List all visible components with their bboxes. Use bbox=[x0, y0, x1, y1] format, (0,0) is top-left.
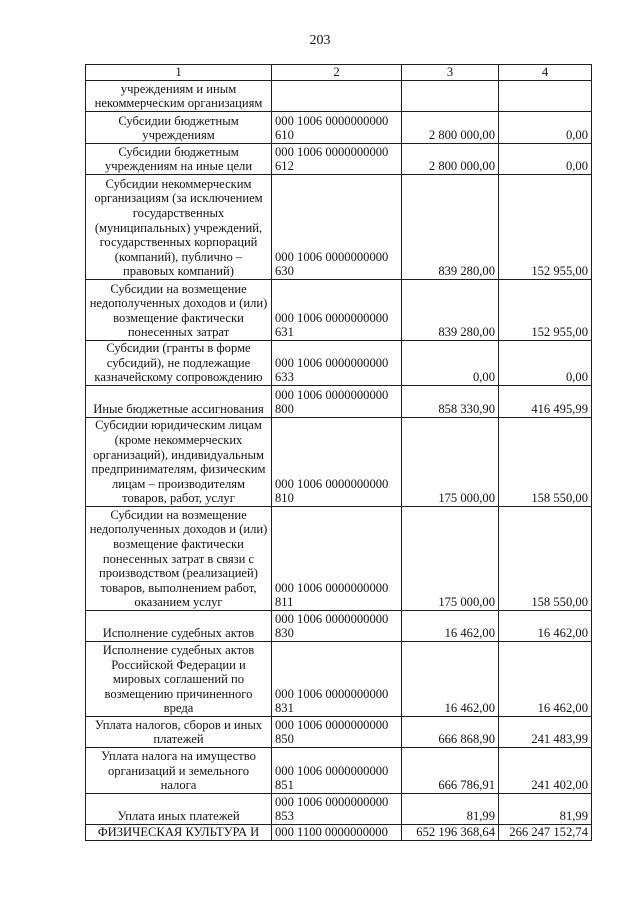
row-value-3: 16 462,00 bbox=[402, 642, 499, 717]
row-code: 000 1006 0000000000 630 bbox=[272, 175, 402, 280]
row-value-3 bbox=[402, 81, 499, 112]
column-header-4: 4 bbox=[499, 65, 592, 81]
row-value-4: 81,99 bbox=[499, 794, 592, 825]
row-code: 000 1006 0000000000 631 bbox=[272, 280, 402, 341]
row-code: 000 1006 0000000000 800 bbox=[272, 386, 402, 418]
row-name: Уплата налога на имущество организаций и земельного налога bbox=[86, 748, 272, 794]
table-row bbox=[86, 717, 592, 748]
row-code: 000 1006 0000000000 810 bbox=[272, 418, 402, 507]
row-name: Субсидии некоммерческим организациям (за исключением государственных (муниципальных) учреждений, государственных корпораций (компаний), публично – правовых компаний) bbox=[86, 175, 272, 280]
row-value-4: 16 462,00 bbox=[499, 611, 592, 642]
row-name: ФИЗИЧЕСКАЯ КУЛЬТУРА И bbox=[86, 825, 272, 841]
row-code: 000 1006 0000000000 853 bbox=[272, 794, 402, 825]
row-value-3: 839 280,00 bbox=[402, 280, 499, 341]
row-code bbox=[272, 81, 402, 112]
row-name: Исполнение судебных актов Российской Федерации и мировых соглашений по возмещению причиненного вреда bbox=[86, 642, 272, 717]
row-value-3: 16 462,00 bbox=[402, 611, 499, 642]
row-value-4 bbox=[499, 81, 592, 112]
row-name: Субсидии на возмещение недополученных доходов и (или) возмещение фактически понесенных затрат bbox=[86, 280, 272, 341]
row-code: 000 1006 0000000000 850 bbox=[272, 717, 402, 748]
row-value-3: 0,00 bbox=[402, 341, 499, 386]
row-code: 000 1006 0000000000 633 bbox=[272, 341, 402, 386]
row-name: Уплата налогов, сборов и иных платежей bbox=[86, 717, 272, 748]
row-value-3: 81,99 bbox=[402, 794, 499, 825]
row-value-4: 0,00 bbox=[499, 341, 592, 386]
table-row bbox=[86, 341, 592, 386]
row-value-4: 0,00 bbox=[499, 144, 592, 175]
row-value-4: 0,00 bbox=[499, 112, 592, 144]
row-code: 000 1006 0000000000 831 bbox=[272, 642, 402, 717]
row-name: учреждениям и иным некоммерческим организациям bbox=[86, 81, 272, 112]
table-row bbox=[86, 507, 592, 611]
row-value-4: 152 955,00 bbox=[499, 175, 592, 280]
row-code: 000 1100 0000000000 bbox=[272, 825, 402, 841]
row-code: 000 1006 0000000000 830 bbox=[272, 611, 402, 642]
row-value-3: 2 800 000,00 bbox=[402, 144, 499, 175]
row-value-3: 666 868,90 bbox=[402, 717, 499, 748]
table-row bbox=[86, 748, 592, 794]
row-value-3: 175 000,00 bbox=[402, 507, 499, 611]
row-value-3: 652 196 368,64 bbox=[402, 825, 499, 841]
row-value-4: 416 495,99 bbox=[499, 386, 592, 418]
row-value-4: 158 550,00 bbox=[499, 418, 592, 507]
row-value-3: 858 330,90 bbox=[402, 386, 499, 418]
row-name: Субсидии юридическим лицам (кроме некоммерческих организаций), индивидуальным предпринимателям, физическим лицам – производителям товаров, работ, услуг bbox=[86, 418, 272, 507]
table-row bbox=[86, 642, 592, 717]
row-value-3: 666 786,91 bbox=[402, 748, 499, 794]
table-row bbox=[86, 175, 592, 280]
row-name: Иные бюджетные ассигнования bbox=[86, 386, 272, 418]
table-row bbox=[86, 280, 592, 341]
column-header-2: 2 bbox=[272, 65, 402, 81]
row-value-4: 152 955,00 bbox=[499, 280, 592, 341]
table-row bbox=[86, 81, 592, 112]
page-number: 203 bbox=[309, 33, 331, 48]
column-header-3: 3 bbox=[402, 65, 499, 81]
table-row bbox=[86, 144, 592, 175]
column-header-1: 1 bbox=[86, 65, 272, 81]
row-value-4: 16 462,00 bbox=[499, 642, 592, 717]
row-value-3: 2 800 000,00 bbox=[402, 112, 499, 144]
table-row bbox=[86, 418, 592, 507]
row-name: Исполнение судебных актов bbox=[86, 611, 272, 642]
table-row bbox=[86, 611, 592, 642]
row-code: 000 1006 0000000000 610 bbox=[272, 112, 402, 144]
row-code: 000 1006 0000000000 612 bbox=[272, 144, 402, 175]
table-row bbox=[86, 112, 592, 144]
table-header-row bbox=[86, 65, 592, 81]
row-name: Уплата иных платежей bbox=[86, 794, 272, 825]
table-row bbox=[86, 386, 592, 418]
table-row bbox=[86, 825, 592, 841]
row-value-4: 241 402,00 bbox=[499, 748, 592, 794]
row-name: Субсидии (гранты в форме субсидий), не подлежащие казначейскому сопровождению bbox=[86, 341, 272, 386]
table-row bbox=[86, 794, 592, 825]
row-code: 000 1006 0000000000 851 bbox=[272, 748, 402, 794]
row-value-3: 175 000,00 bbox=[402, 418, 499, 507]
row-value-3: 839 280,00 bbox=[402, 175, 499, 280]
row-name: Субсидии на возмещение недополученных доходов и (или) возмещение фактически понесенных затрат в связи с производством (реализацией) товаров, выполнением работ, оказанием услуг bbox=[86, 507, 272, 611]
row-code: 000 1006 0000000000 811 bbox=[272, 507, 402, 611]
row-name: Субсидии бюджетным учреждениям на иные цели bbox=[86, 144, 272, 175]
row-value-4: 266 247 152,74 bbox=[499, 825, 592, 841]
row-name: Субсидии бюджетным учреждениям bbox=[86, 112, 272, 144]
row-value-4: 241 483,99 bbox=[499, 717, 592, 748]
row-value-4: 158 550,00 bbox=[499, 507, 592, 611]
budget-table bbox=[85, 64, 592, 841]
